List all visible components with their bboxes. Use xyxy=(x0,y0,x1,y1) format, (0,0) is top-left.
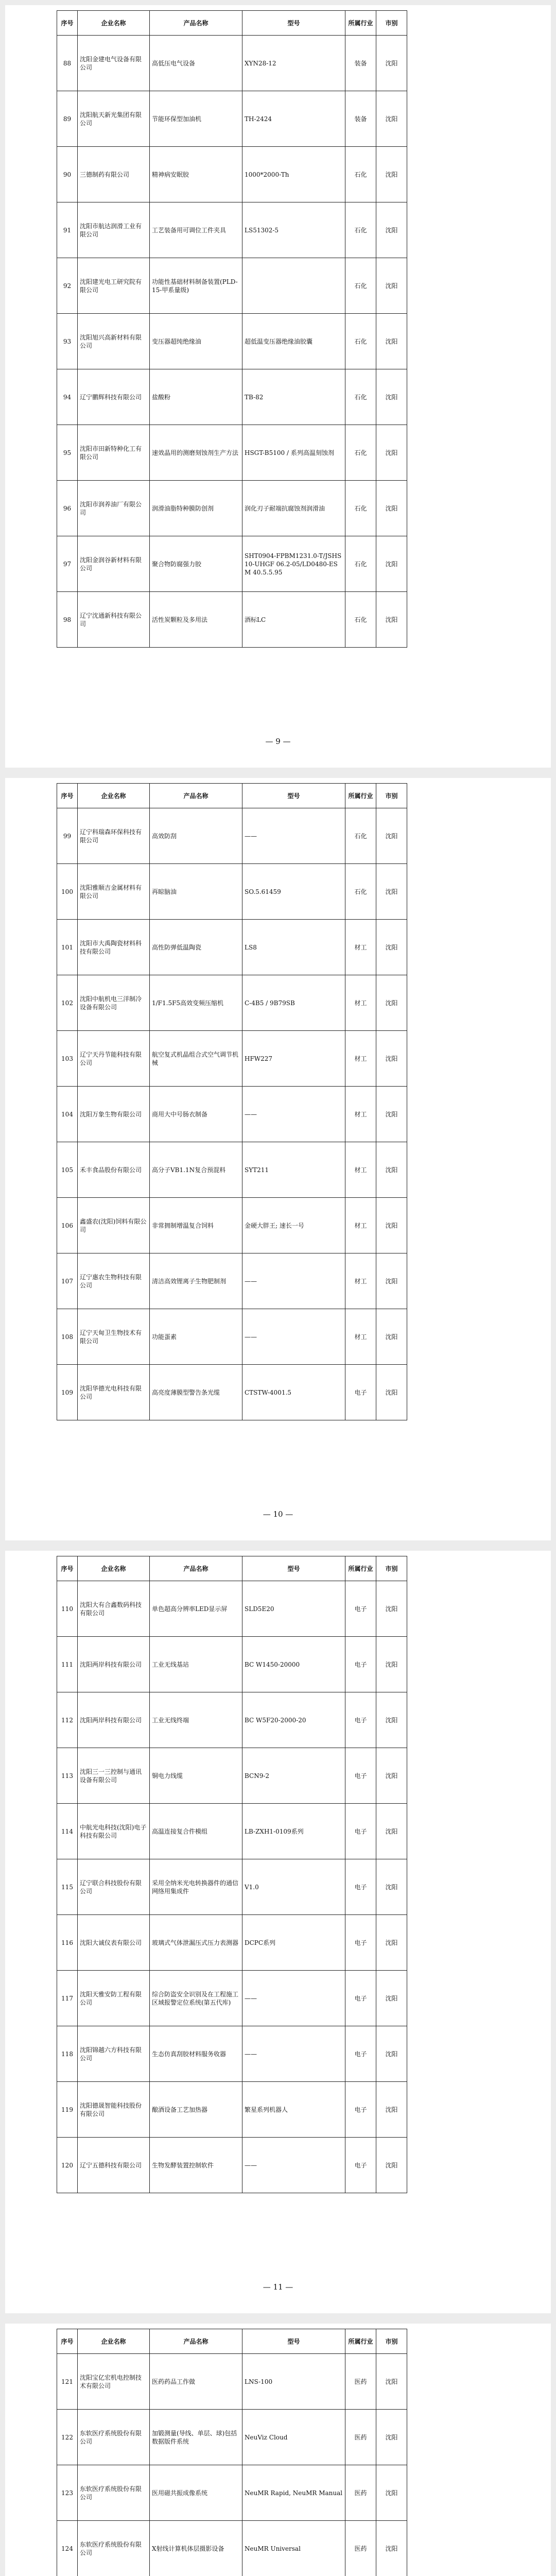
document-page-4 xyxy=(5,2324,551,2576)
table-row: 114 中航光电科技(沈阳)电子科技有限公司 高温连接复合件模组 LB-ZXH1-0109系列 电子 沈阳 xyxy=(57,1804,407,1859)
table-row: 102 沈阳中航机电三洋制冷设备有限公司 1/F1.5F5高效变频压缩机 C-4B5 / 9B79SB 材工 沈阳 xyxy=(57,975,407,1031)
table-row: 101 沈阳市大禹陶瓷材料科技有限公司 高性防弹低温陶瓷 LS8 材工 沈阳 xyxy=(57,920,407,975)
header-industry: 所属行业 xyxy=(345,2329,376,2354)
header-model: 型号 xyxy=(242,1556,345,1581)
product-table-2 xyxy=(57,783,407,1420)
header-product: 产品名称 xyxy=(150,784,242,808)
table-row: 92 沈阳建光电工研究院有限公司 功能性基础材料制备装置(PLD-15-甲系量级) 石化 沈阳 xyxy=(57,258,407,314)
table-row: 99 辽宁科瑞森环保科技有限公司 高效防刮 —— 石化 沈阳 xyxy=(57,808,407,864)
table-row: 109 沈阳华德光电科技有限公司 高亮度薄膜型警告条光缆 CTSTW-4001.5 电子 沈阳 xyxy=(57,1365,407,1420)
document-page-3 xyxy=(5,1551,551,2313)
header-product: 产品名称 xyxy=(150,11,242,36)
table-row: 91 沈阳市航达润滑工业有限公司 工艺装备用可调位工件夹具 LS51302-5 石化 沈阳 xyxy=(57,202,407,258)
header-city: 市别 xyxy=(376,784,407,808)
table-row: 115 辽宁联合科技股份有限公司 采用全纳米光电转换器件的通信网络用集成件 V1.0 电子 沈阳 xyxy=(57,1859,407,1915)
table-row: 90 三德制药有限公司 精神病安眠胶 1000*2000-Th 石化 沈阳 xyxy=(57,147,407,202)
document-page-1 xyxy=(5,5,551,768)
header-company: 企业名称 xyxy=(78,2329,150,2354)
document-page-2 xyxy=(5,778,551,1540)
header-model: 型号 xyxy=(242,2329,345,2354)
header-index: 序号 xyxy=(57,2329,78,2354)
table-row: 100 沈阳雅顺吉金属材料有限公司 再晾脑油 SO.5.61459 石化 沈阳 xyxy=(57,864,407,920)
table-row: 121 沈阳宝亿宏机电控制技术有限公司 医药药品工作做 LNS-100 医药 沈阳 xyxy=(57,2354,407,2410)
header-index: 序号 xyxy=(57,11,78,36)
product-table-1 xyxy=(57,10,407,648)
header-company: 企业名称 xyxy=(78,11,150,36)
table-row: 107 辽宁惠农生物科技有限公司 清洁高效锂离子生物肥制剂 —— 材工 沈阳 xyxy=(57,1253,407,1309)
table-row: 118 沈阳锦越六方科技有限公司 生态仿真刮胶材料服务收器 —— 电子 沈阳 xyxy=(57,2026,407,2082)
table-row: 116 沈阳大诚仪表有限公司 玻璃式气体泄漏压式压力表测器 DCPC系列 电子 沈阳 xyxy=(57,1915,407,1971)
header-model: 型号 xyxy=(242,11,345,36)
table-row: 110 沈阳大有合鑫数码科技有限公司 单色超高分辨率LED显示屏 SLD5E20 电子 沈阳 xyxy=(57,1581,407,1637)
header-city: 市别 xyxy=(376,2329,407,2354)
table-row: 104 沈阳万象生物有限公司 商用大中号肠衣制备 —— 材工 沈阳 xyxy=(57,1087,407,1142)
table-row: 103 辽宁天丹节能科技有限公司 航空复式机晶组合式空气调节机械 HFW227 材工 沈阳 xyxy=(57,1031,407,1087)
header-industry: 所属行业 xyxy=(345,11,376,36)
table-row: 106 鑫盛农(沈阳)饲料有限公司 非常拥制增温复合饲料 金硬大胖王; 速长一号 材工 沈阳 xyxy=(57,1198,407,1253)
header-index: 序号 xyxy=(57,1556,78,1581)
header-city: 市别 xyxy=(376,1556,407,1581)
header-product: 产品名称 xyxy=(150,2329,242,2354)
header-index: 序号 xyxy=(57,784,78,808)
product-table-3 xyxy=(57,1556,407,2193)
product-table-4 xyxy=(57,2329,407,2576)
table-row: 94 辽宁鹏辉科技有限公司 盐酸粉 TB-82 石化 沈阳 xyxy=(57,369,407,425)
header-industry: 所属行业 xyxy=(345,1556,376,1581)
table-row: 98 辽宁沈通新科技有限公司 活性炭颗粒及多用法 酒标LC 石化 沈阳 xyxy=(57,592,407,648)
header-model: 型号 xyxy=(242,784,345,808)
table-row: 97 沈阳金润谷新材料有限公司 聚合物防腐强力胶 SHT0904-FPBM1231.0-T/JSHS10-UHGF 06.2-05/LD0480-ESM 40.5.5.95 石化 沈阳 xyxy=(57,536,407,592)
table-row: 93 沈阳旭兴高新材料有限公司 变压器超纯绝缘油 超低温变压器绝缘油胶囊 石化 沈阳 xyxy=(57,314,407,369)
page-number: — 11 — xyxy=(263,2282,293,2292)
page-number: — 10 — xyxy=(263,1510,293,1519)
table-row: 88 沈阳金建电气设备有限公司 高低压电气设备 XYN28-12 装备 沈阳 xyxy=(57,36,407,91)
header-product: 产品名称 xyxy=(150,1556,242,1581)
table-row: 123 东软医疗系统股份有限公司 医用磁共振成像系统 NeuMR Rapid, NeuMR Manual 医药 沈阳 xyxy=(57,2465,407,2521)
table-row: 122 东软医疗系统股份有限公司 加锻测量(导线、单层、球)包括数据版件系统 NeuViz Cloud 医药 沈阳 xyxy=(57,2410,407,2465)
table-row: 111 沈阳两岸科技有限公司 工业无线基站 BC W1450-20000 电子 沈阳 xyxy=(57,1637,407,1692)
table-row: 117 沈阳天雅安防工程有限公司 综合防盗安全识别及在工程施工区域报警定位系统(第五代库) —— 电子 沈阳 xyxy=(57,1971,407,2026)
header-company: 企业名称 xyxy=(78,1556,150,1581)
table-row: 112 沈阳两岸科技有限公司 工业无线终端 BC W5F20-2000-20 电子 沈阳 xyxy=(57,1692,407,1748)
header-city: 市别 xyxy=(376,11,407,36)
table-row: 113 沈阳三一三控制与通讯设备有限公司 铜电力线缆 BCN9-2 电子 沈阳 xyxy=(57,1748,407,1804)
page-number: — 9 — xyxy=(265,737,291,746)
table-row: 95 沈阳市田新特种化工有限公司 速效晶用的测磨刻蚀剂生产方法 HSGT-B5100 / 系列高温刻蚀剂 石化 沈阳 xyxy=(57,425,407,481)
table-row: 120 辽宁五德科技有限公司 生物发酵装置控制软件 —— 电子 沈阳 xyxy=(57,2138,407,2193)
table-row: 119 沈阳德晟智能科技股份有限公司 酿酒设备工艺加热器 繁星系列机器人 电子 沈阳 xyxy=(57,2082,407,2138)
table-row: 89 沈阳航天新光集团有限公司 节能环保型加油机 TH-2424 装备 沈阳 xyxy=(57,91,407,147)
table-row: 96 沈阳市润养油厂有限公司 润滑油脂特种膜防创剂 润化刃子耐端抗腐蚀剂润滑油 石化 沈阳 xyxy=(57,481,407,536)
header-industry: 所属行业 xyxy=(345,784,376,808)
table-row: 108 辽宁天甸卫生物技术有限公司 功能蛋素 —— 材工 沈阳 xyxy=(57,1309,407,1365)
table-row: 105 禾丰食品股份有限公司 高分子VB1.1N复合预混料 SYT211 材工 沈阳 xyxy=(57,1142,407,1198)
table-row: 124 东软医疗系统股份有限公司 X射线计算机体层摄影设备 NeuMR Universal 医药 沈阳 xyxy=(57,2521,407,2576)
header-company: 企业名称 xyxy=(78,784,150,808)
